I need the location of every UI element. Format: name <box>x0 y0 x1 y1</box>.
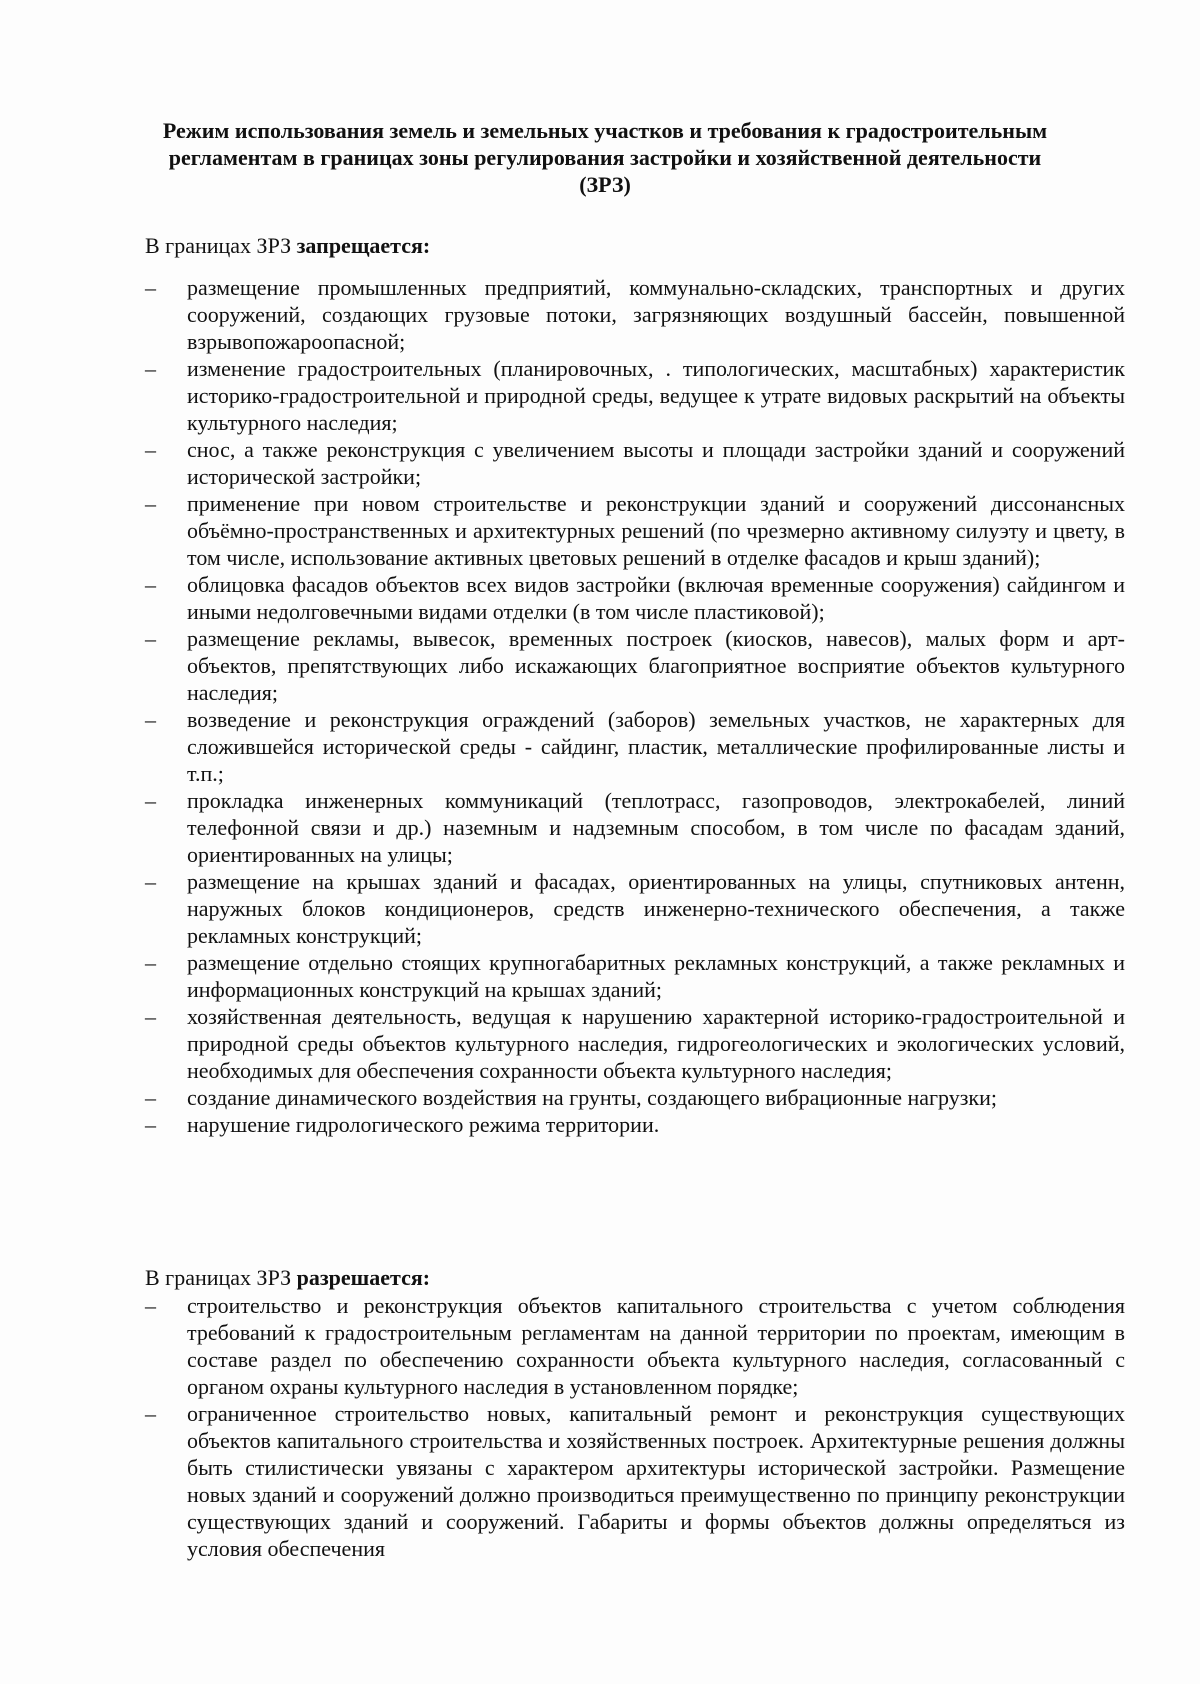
allowed-list <box>145 1292 1125 1562</box>
dash-bullet: – <box>145 626 156 651</box>
list-item <box>145 571 1125 625</box>
list-item-text: размещение отдельно стоящих крупногабаритных рекламных конструкций, а также рекламных и информационных конструкций на крышах зданий; <box>187 950 1125 1002</box>
list-item-text: ограниченное строительство новых, капитальный ремонт и реконструкция существующих объектов капитального строительства и хозяйственных построек. Архитектурные решения должны быть стилистически увязаны с характером архитектуры исторической застройки. Размещение новых зданий и сооружений должно производиться преимущественно по принципу реконструкции существующих зданий и сооружений. Габариты и формы объектов должны определяться из условия обеспечения <box>187 1401 1125 1561</box>
list-item <box>145 436 1125 490</box>
list-item-text: снос, а также реконструкция с увеличением высоты и площади застройки зданий и сооружений исторической застройки; <box>187 437 1125 489</box>
dash-bullet: – <box>145 572 156 597</box>
list-item-text: размещение промышленных предприятий, коммунально-складских, транспортных и других сооружений, создающих грузовые потоки, загрязняющих воздушный бассейн, повышенной взрывопожароопасной; <box>187 275 1125 354</box>
forbidden-heading-prefix: В границах ЗРЗ <box>145 233 297 258</box>
list-item <box>145 274 1125 355</box>
dash-bullet: – <box>145 788 156 813</box>
list-item-text: нарушение гидрологического режима территории. <box>187 1112 660 1137</box>
list-item <box>145 355 1125 436</box>
list-item <box>145 490 1125 571</box>
list-item-text: создание динамического воздействия на грунты, создающего вибрационные нагрузки; <box>187 1085 998 1110</box>
forbidden-list <box>145 274 1125 1138</box>
list-item <box>145 625 1125 706</box>
list-item <box>145 1400 1125 1562</box>
list-item <box>145 1084 1125 1111</box>
list-item-text: размещение на крышах зданий и фасадах, ориентированных на улицы, спутниковых антенн, наружных блоков кондиционеров, средств инженерно-технического обеспечения, а также рекламных конструкций; <box>187 869 1125 948</box>
dash-bullet: – <box>145 1401 156 1426</box>
list-item <box>145 1292 1125 1400</box>
dash-bullet: – <box>145 1293 156 1318</box>
list-item <box>145 949 1125 1003</box>
list-item-text: облицовка фасадов объектов всех видов застройки (включая временные сооружения) сайдингом и иными недолговечными видами отделки (в том числе пластиковой); <box>187 572 1125 624</box>
dash-bullet: – <box>145 869 156 894</box>
list-item <box>145 868 1125 949</box>
list-item <box>145 706 1125 787</box>
dash-bullet: – <box>145 950 156 975</box>
forbidden-heading-keyword: запрещается: <box>296 233 431 258</box>
list-item-text: возведение и реконструкция ограждений (заборов) земельных участков, не характерных для сложившейся исторической среды - сайдинг, пластик, металлические профилированные листы и т.п.; <box>187 707 1125 786</box>
list-item-text: размещение рекламы, вывесок, временных построек (киосков, навесов), малых форм и арт-объектов, препятствующих либо искажающих благоприятное восприятие объектов культурного наследия; <box>187 626 1125 705</box>
dash-bullet: – <box>145 707 156 732</box>
forbidden-section-heading <box>145 232 430 259</box>
list-item-text: прокладка инженерных коммуникаций (теплотрасс, газопроводов, электрокабелей, линий телефонной связи и др.) наземным и надземным способом, в том числе по фасадам зданий, ориентированных на улицы; <box>187 788 1125 867</box>
dash-bullet: – <box>145 275 156 300</box>
document-title: Режим использования земель и земельных участков и требования к градостроительным регламентам в границах зоны регулирования застройки и хозяйственной деятельности (ЗРЗ) <box>162 118 1048 197</box>
allowed-heading-prefix: В границах ЗРЗ <box>145 1265 297 1290</box>
list-item-text: изменение градостроительных (планировочных, . типологических, масштабных) характеристик историко-градостроительной и природной среды, ведущее к утрате видовых раскрытий на объекты культурного наследия; <box>187 356 1125 435</box>
dash-bullet: – <box>145 1004 156 1029</box>
list-item <box>145 1111 1125 1138</box>
list-item <box>145 1003 1125 1084</box>
list-item <box>145 787 1125 868</box>
list-item-text: строительство и реконструкция объектов капитального строительства с учетом соблюдения требований к градостроительным регламентам на данной территории по проектам, имеющим в составе раздел по обеспечению сохранности объекта культурного наследия, согласованный с органом охраны культурного наследия в установленном порядке; <box>187 1293 1125 1399</box>
dash-bullet: – <box>145 1085 156 1110</box>
dash-bullet: – <box>145 356 156 381</box>
dash-bullet: – <box>145 491 156 516</box>
allowed-section-heading <box>145 1264 430 1291</box>
dash-bullet: – <box>145 437 156 462</box>
list-item-text: применение при новом строительстве и реконструкции зданий и сооружений диссонансных объёмно-пространственных и архитектурных решений (по чрезмерно активному силуэту и цвету, в том числе, использование активных цветовых решений в отделке фасадов и крыш зданий); <box>187 491 1125 570</box>
list-item-text: хозяйственная деятельность, ведущая к нарушению характерной историко-градостроительной и природной среды объектов культурного наследия, гидрогеологических и экологических условий, необходимых для обеспечения сохранности объекта культурного наследия; <box>187 1004 1125 1083</box>
allowed-heading-keyword: разрешается: <box>296 1265 431 1290</box>
dash-bullet: – <box>145 1112 156 1137</box>
